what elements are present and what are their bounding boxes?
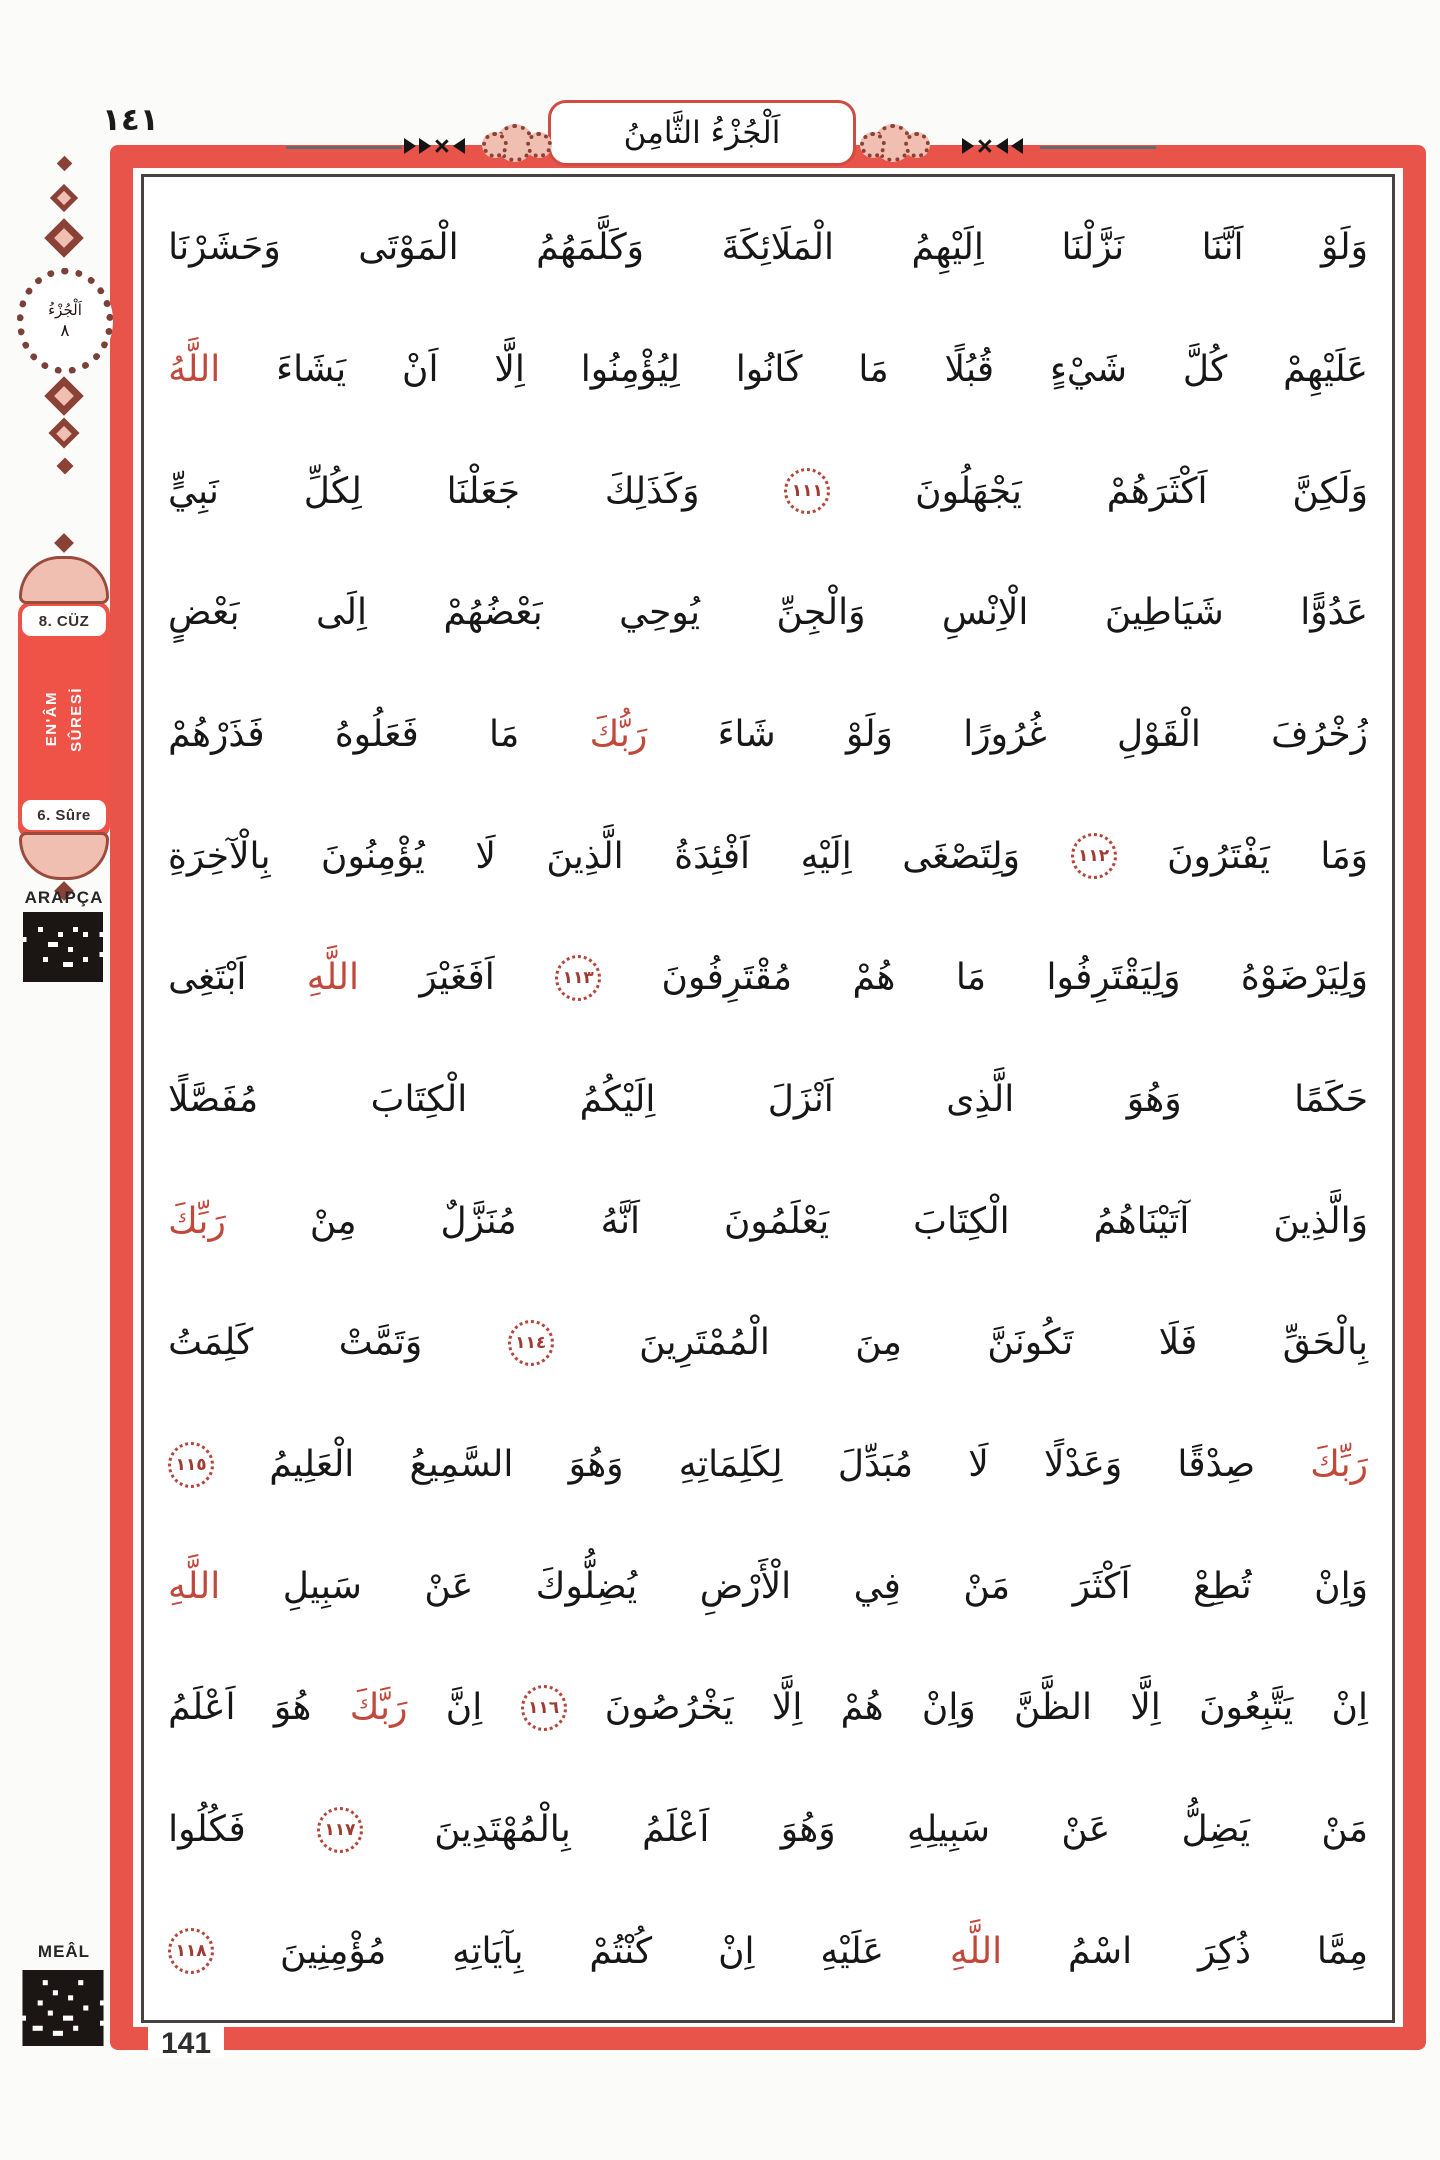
word: مَا [489,714,520,756]
word: اَعْلَمُ [168,1687,236,1729]
qr-code-meal [22,1970,104,2046]
palmette-ornament-bottom [19,832,109,880]
word: بِالْآخِرَةِ [168,835,271,877]
word: يَضِلُّ [1181,1809,1251,1851]
word: يَتَّبِعُونَ [1199,1687,1294,1729]
word: مُنَزَّلٌ [440,1200,517,1242]
word: اِلَّا [494,349,525,390]
quran-line [168,1647,1368,1769]
quran-line [168,1769,1368,1891]
highlighted-word: اللَّهِ [949,1930,1003,1972]
highlighted-word: رَبِّكَ [1310,1444,1368,1486]
word: الَّذِينَ [546,835,624,877]
page-number-footer [148,2026,224,2058]
cross-icon: × [434,130,450,161]
juz-title: اَلْجُزْءُ الثَّامِنُ [623,115,781,151]
cuz-badge [22,606,106,636]
word: اَفْئِدَةُ [674,835,751,877]
word: كُنْتُمْ [589,1930,653,1972]
word: جَعَلْنَا [446,470,521,512]
word: مُقْتَرِفُونَ [661,957,793,999]
word: هُمْ [852,957,896,999]
floral-ornament-right [858,116,924,168]
quran-line [168,552,1368,674]
word: سَبِيلِهِ [906,1809,991,1851]
word: فَذَرْهُمْ [168,714,265,756]
word: لِكَلِمَاتِهِ [678,1444,783,1486]
word: وَحَشَرْنَا [168,227,281,269]
quran-line [168,795,1368,917]
verse-number-badge: ١١٥ [168,1442,214,1488]
word: اِلَّا [771,1687,803,1729]
word: زُخْرُفَ [1271,714,1368,756]
word: الْعَلِيمُ [269,1444,355,1486]
quran-line [168,187,1368,309]
word: تُطِعْ [1192,1565,1252,1607]
word: وَكَلَّمَهُمُ [536,227,644,269]
word: هُمْ [840,1687,884,1729]
word: كَلِمَتُ [168,1322,254,1364]
word: اَنَّهُ [600,1200,640,1242]
meal-label: MEÂL [37,1942,91,1961]
word: حَكَمًا [1294,1079,1368,1121]
word: بِالْحَقِّ [1282,1322,1368,1364]
word: اَفَغَيْرَ [419,957,495,999]
word: الْكِتَابَ [370,1079,468,1121]
word: يَفْتَرُونَ [1167,835,1270,877]
quran-line [168,674,1368,796]
sure-badge [22,800,106,830]
word: فِي [853,1565,901,1607]
word: اِلَيْكُمُ [579,1079,656,1121]
quran-line [168,917,1368,1039]
word: وَاِنْ [1314,1565,1368,1607]
word: مَا [858,349,889,390]
header-arrow-ornament-left [404,128,465,164]
flower-icon [860,132,886,158]
word: بِآيَاتِهِ [452,1930,524,1972]
star-finial-icon [57,156,73,172]
page-number: 141 [160,2027,212,2060]
word: الَّذِى [946,1079,1015,1121]
verse-number-badge: ١١٤ [508,1320,554,1366]
arrow-icon [419,138,431,154]
quran-text-frame [110,145,1426,2050]
flower-icon [904,132,930,158]
word: غُرُورًا [963,714,1047,756]
juz-medallion-word: اَلْجُزْءُ [48,301,82,319]
word: وَهُوَ [1126,1079,1182,1121]
verse-number-badge: ١١٧ [317,1807,363,1853]
word: عَنْ [1061,1809,1111,1851]
word: شَيْءٍ [1049,349,1128,390]
word: نَزَّلْنَا [1061,227,1125,269]
verse-number-badge: ١١٦ [521,1685,567,1731]
star-finial-icon [57,458,74,475]
quran-line [168,1890,1368,2012]
quran-line [168,1039,1368,1161]
word: اِلَى [316,592,367,634]
word: يَخْرُصُونَ [604,1687,734,1729]
verse-number-badge: ١١١ [784,468,830,514]
word: اِنْ [1331,1687,1368,1729]
word: الْمَوْتَى [358,227,459,269]
diamond-ornament-icon [50,184,78,212]
word: بَعْضٍ [168,592,240,634]
word: وَاِنْ [921,1687,976,1729]
highlighted-word: رَبُّكَ [589,714,648,756]
word: السَّمِيعُ [409,1444,514,1486]
word: بِالْمُهْتَدِينَ [434,1809,571,1851]
word: شَاءَ [717,714,776,756]
word: يَجْهَلُونَ [915,470,1022,512]
surah-word-2: SÛRESİ [68,686,85,752]
header-arrow-ornament-right [962,128,1023,164]
page-number-arabic: ١٤١ [102,102,159,138]
word: لِيُؤْمِنُوا [580,349,680,390]
arrow-icon [1011,138,1023,154]
arrow-icon [962,138,974,154]
word: الْقَوْلِ [1116,714,1201,756]
word: الظَّنَّ [1014,1687,1092,1729]
word: وَالَّذِينَ [1273,1200,1368,1242]
word: نَبِيٍّ [168,470,219,512]
word: الْأَرْضِ [699,1565,792,1607]
word: وَهُوَ [568,1444,624,1486]
arrow-icon [996,138,1008,154]
cross-icon: × [977,130,993,161]
word: عَدُوًّا [1300,592,1368,634]
arrow-icon [404,138,416,154]
qr-code-arapca [23,912,103,982]
word: وَكَذَلِكَ [604,470,700,512]
word: آتَيْنَاهُمُ [1093,1200,1190,1242]
quran-line [168,1160,1368,1282]
word: اِنْ [718,1930,755,1972]
word: يُؤْمِنُونَ [321,835,425,877]
word: وَالْجِنِّ [776,592,866,634]
word: وَعَدْلًا [1043,1444,1123,1486]
word: عَلَيْهِمْ [1283,349,1368,390]
word: مَنْ [1321,1809,1368,1851]
cuz-label: 8. CÜZ [38,612,90,630]
highlighted-word: رَبَّكَ [349,1687,408,1729]
word: كَانُوا [735,349,803,390]
highlighted-word: اللَّهِ [168,1565,221,1607]
diamond-ornament-icon [48,417,79,448]
juz-medallion-number: ٨ [60,321,70,341]
quran-line [168,430,1368,552]
word: فَكُلُوا [168,1809,246,1851]
flower-icon [526,132,552,158]
word: لِكُلِّ [303,470,362,512]
word: سَبِيلِ [282,1565,362,1607]
word: مِنَ [855,1322,902,1364]
word: اَعْلَمُ [642,1809,710,1851]
header-rule-left [286,146,402,149]
word: اسْمُ [1067,1930,1133,1972]
word: مَنْ [963,1565,1011,1607]
word: ذُكِرَ [1197,1930,1252,1972]
word: وَلَكِنَّ [1292,470,1368,512]
word: وَتَمَّتْ [338,1322,423,1364]
highlighted-word: رَبِّكَ [168,1200,226,1242]
arapca-label: ARAPÇA [24,888,104,907]
sure-label: 6. Sûre [37,806,91,824]
juz-medallion [17,268,113,374]
word: مِمَّا [1316,1930,1368,1972]
word: فَعَلُوهُ [334,714,419,756]
juz-title-cartouche [548,100,856,166]
word: اَنَّنَا [1201,227,1244,269]
word: لَا [475,835,496,877]
word: هُوَ [273,1687,312,1729]
word: مَا [955,957,987,999]
word: اَكْثَرَهُمْ [1106,470,1208,512]
quran-line [168,1404,1368,1526]
word: وَلِتَصْغَى [902,835,1021,877]
verse-number-badge: ١١٨ [168,1928,214,1974]
verse-number-badge: ١١٣ [555,955,601,1001]
highlighted-word: اللَّهُ [168,349,221,390]
diamond-ornament-icon [44,218,84,258]
word: شَيَاطِينَ [1104,592,1224,634]
word: اَنْزَلَ [767,1079,834,1121]
surah-word-1: EN'ÂM [43,691,60,747]
word: لَا [968,1444,989,1486]
word: يُوحِي [619,592,700,634]
floral-ornament-left [480,116,546,168]
word: اَنْ [402,349,439,390]
word: صِدْقًا [1177,1444,1256,1486]
word: اَبْتَغِى [168,957,247,999]
word: اِلَيْهِمُ [911,227,984,269]
word: يَعْلَمُونَ [723,1200,830,1242]
word: مِنْ [309,1200,357,1242]
word: وَلِيَرْضَوْهُ [1240,957,1368,999]
word: وَلَوْ [845,714,893,756]
quran-line [168,309,1368,431]
quran-line [168,1525,1368,1647]
word: الْاِنْسِ [941,592,1029,634]
word: وَلِيَقْتَرِفُوا [1046,957,1181,999]
word: اِنَّ [445,1687,483,1729]
header-rule-right [1040,146,1156,149]
word: يَشَاءَ [276,349,347,390]
word: وَهُوَ [780,1809,836,1851]
word: عَنْ [424,1565,474,1607]
arrow-icon [453,138,465,154]
word: تَكُونَنَّ [987,1322,1074,1364]
word: كُلَّ [1182,349,1228,390]
word: مُؤْمِنِينَ [279,1930,387,1972]
word: اَكْثَرَ [1072,1565,1131,1607]
quran-line [168,1282,1368,1404]
quran-lines [150,181,1386,2018]
word: عَلَيْهِ [820,1930,884,1972]
word: الْكِتَابَ [913,1200,1010,1242]
highlighted-word: اللَّهِ [306,957,359,999]
word: اِلَيْهِ [800,835,852,877]
word: اِلَّا [1130,1687,1161,1729]
surah-name-vertical [24,644,104,794]
word: الْمُمْتَرِينَ [639,1322,770,1364]
word: بَعْضُهُمْ [443,592,543,634]
word: وَمَا [1320,835,1368,877]
word: يُضِلُّوكَ [535,1565,638,1607]
word: مُفَصَّلًا [168,1079,259,1121]
palmette-ornament-top [19,556,109,604]
word: الْمَلَائِكَةَ [721,227,834,269]
crown-finial-icon [54,533,74,553]
verse-number-badge: ١١٢ [1071,833,1117,879]
word: مُبَدِّلَ [837,1444,914,1486]
diamond-ornament-icon [44,376,84,416]
word: وَلَوْ [1321,227,1368,269]
word: قُبُلًا [944,349,995,390]
word: فَلَا [1158,1322,1198,1364]
flower-icon [482,132,508,158]
